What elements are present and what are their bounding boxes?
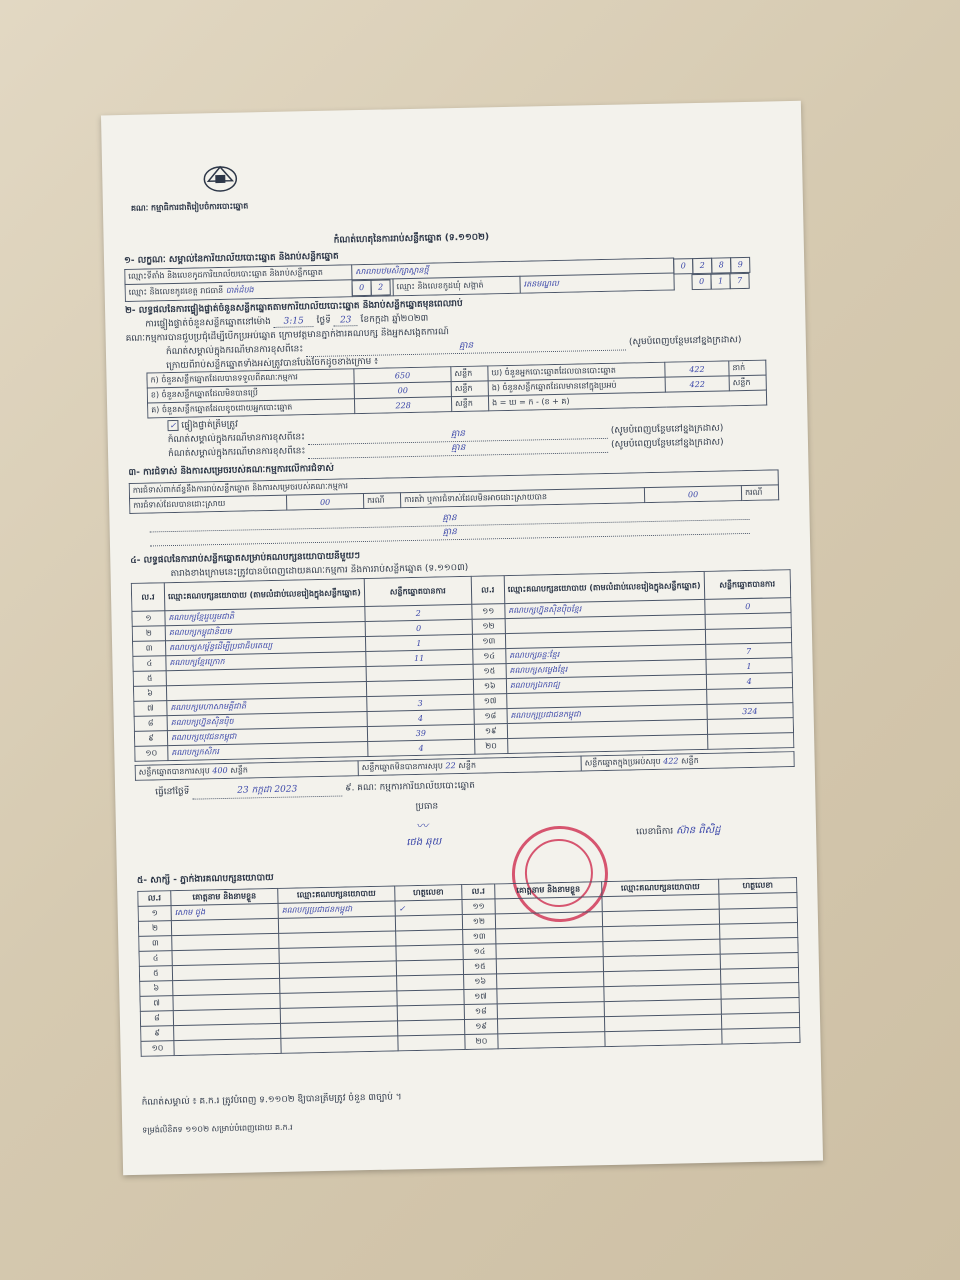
witness-party [281,1036,398,1053]
witness-signature [721,998,799,1015]
row-no: ៥ [139,966,172,982]
location-name: សាលាបឋមសិក្សាស្ពានថ្មី [352,258,674,280]
row-no: ២ [138,921,171,937]
witness-signature [721,983,799,1000]
party-name: គណបក្សហ្វ៊ុនស៊ិនប៉ិចខ្មែរ [505,599,705,618]
witness-signature [720,953,798,970]
committee-label: ៩. គណៈ កម្មការការិយាល័យបោះឆ្នោត [345,780,475,794]
intro-line: ក្រោយពីរាប់សន្លឹកឆ្នោតទាំងអស់ត្រូវបានបែងចែកដូចខាងក្រោម ៖ [166,356,379,372]
a-value: 650 [354,367,451,384]
total-valid-value: 400 [212,765,228,776]
row-no: ១០ [135,746,168,762]
chair-name: ថេង ឆុយ [406,836,442,849]
formula: ង = ឃ = ក - (ខ + គ) [488,390,766,411]
day-label: ថ្ងៃទី [316,315,331,326]
total-box-label: សន្លឹកឆ្នោតក្នុងប្រអប់សរុប [584,756,661,768]
party-votes: 39 [367,724,474,741]
row-no: ៧ [140,996,173,1012]
witness-table [137,877,800,1057]
date-value: 23 កក្កដា 2023 [192,783,342,800]
unit: សន្លឹក [729,375,766,391]
row-no: ១៩ [474,724,507,740]
commune-name: រតនមណ្ឌល [520,273,674,293]
col-votes: សន្លឹកឆ្នោតបានការ [364,576,472,606]
row-no: ១៥ [463,959,496,975]
a-label: ក) ចំនួនសន្លឹកឆ្នោតដែលបានទទួលពីគណៈកម្មការ [147,369,354,388]
party-name: គណបក្សឆន្ទៈខ្មែរ [506,644,706,663]
row-no: ១៤ [463,944,496,960]
objection-row1: ការជំទាស់ពាក់ព័ន្ធនឹងការរាប់សន្លឹកឆ្នោត និងការសម្រេចរបស់គណៈកម្មការ [129,470,778,499]
witness-signature [397,1005,464,1021]
time-label: ការផ្ទៀងផ្ទាត់ចំនួនសន្លឹកឆ្នោតនៅម៉ោង [145,316,271,330]
objection-unresolved-label: ការតវ៉ា ឬការជំទាស់ដែលមិនអាចដោះស្រាយបាន [400,488,644,508]
row-no: ៥ [133,671,166,687]
row-no: ១៥ [473,664,506,680]
party-votes: 1 [365,634,472,651]
votes-table [131,569,795,762]
col-party: ឈ្មោះគណបក្សនយោបាយ (តាមលំដាប់លេខរៀងក្នុងសន្លឹកឆ្នោត) [504,571,704,603]
e-value: 422 [665,376,729,392]
row-no: ៣ [139,936,172,952]
total-invalid-label: សន្លឹកឆ្នោតមិនបានការសរុប [361,761,444,773]
row-no: ៩ [141,1026,174,1042]
row-no: ៣ [132,641,165,657]
col-sign: ហត្ថលេខា [719,878,797,895]
note-value: គ្មាន [306,337,626,358]
section5-title: ៥- សាក្សី - ភ្នាក់ងារគណបក្សនយោបាយ [136,872,274,886]
b-label: ខ) ចំនួនសន្លឹកឆ្នោតដែលមិនបានប្រើ [147,384,354,403]
section2-title: ២- លទ្ធផលនៃការផ្ទៀងផ្ទាត់ចំនួនសន្លឹកឆ្នោតតាមការិយាល័យបោះឆ្នោត និងរាប់សន្លឹកឆ្នោតមុនពេលរាប់ [124,298,463,316]
row-no: ១៧ [464,989,497,1005]
row-no: ១ [132,611,165,627]
witness-party [605,1029,722,1046]
location-label: ឈ្មោះទីតាំង និងលេខកូដការិយាល័យបោះឆ្នោត និងរាប់សន្លឹកឆ្នោត [125,265,352,285]
party-name: គណបក្សប្រជាជនកម្ពុជា [507,704,707,723]
party-votes: 0 [365,619,472,636]
org-header: គណៈ កម្មាធិការជាតិរៀបចំការបោះឆ្នោត [130,201,249,213]
time-value: 3:15 [274,316,314,328]
row-no: ១៦ [464,974,497,990]
section4-title: ៤- លទ្ធផលនៃការរាប់សន្លឹកឆ្នោតសម្រាប់គណបក្សនយោបាយនីមួយៗ [130,551,361,566]
form-title: កំណត់ហេតុនៃការរាប់សន្លឹកឆ្នោត (ទ.១១០២) [333,232,490,246]
station-code-digit: 8 [711,257,731,273]
unit: សន្លឹក [451,396,488,412]
party-name: គណបក្សសម្លេងខ្មែរ [506,659,706,678]
row-no: ៨ [140,1011,173,1027]
party-name: គណបក្សមហាសាមគ្គីជាតិ [167,697,367,716]
col-votes: សន្លឹកឆ្នោតបានការ [704,570,791,600]
party-votes: 0 [704,598,791,615]
witness-signature [396,930,463,946]
unit: សន្លឹក [458,760,477,771]
row-no: ២០ [465,1034,498,1050]
party-name: គណបក្សកសិករ [168,742,368,761]
party-name: គណបក្សយុវជនកម្ពុជា [167,727,367,746]
province-name: បាត់ដំបង [225,285,254,295]
row-no: ៧ [134,701,167,717]
verify-label: ផ្ទៀងផ្ទាត់ត្រឹមត្រូវ [181,419,239,431]
note-suggest: (សូមបំពេញបន្ថែមនៅខ្នងក្រដាស) [610,423,724,436]
party-votes: 7 [705,643,792,660]
b-value: 00 [354,382,451,399]
witness-signature [721,1013,799,1030]
row-no: ១៤ [473,649,506,665]
row-no: ៦ [140,981,173,997]
witness-signature [397,975,464,991]
party-votes: 4 [367,739,474,756]
witness-name [174,1038,281,1055]
col-no: ល.រ [462,884,495,900]
row-no: ១០ [141,1041,174,1057]
row-no: ១៨ [474,709,507,725]
col-name: គោត្តនាម និងនាមខ្លួន [171,888,278,905]
note-suggest: (សូមបំពេញបន្ថែមនៅខ្នងក្រដាស) [610,437,724,450]
unit-person: នាក់ [729,360,766,376]
note3-value: គ្មាន [308,439,608,459]
unit: សន្លឹក [451,366,488,382]
witness-signature [395,915,462,931]
col-no: ល.រ [131,583,165,612]
party-votes: 324 [707,703,794,720]
line2: គណៈកម្មការបានជួបប្រជុំដើម្បីបើកប្រអប់ឆ្នោត ក្រោមវត្តមានភ្នាក់ងារគណបក្ស និងអ្នកសង្កេតការណ៍ [125,327,450,344]
section3-note-value: គ្មាន [149,506,749,533]
nec-logo-icon [202,161,239,194]
row-no: ២ [132,626,165,642]
commune-code-digit: 7 [729,272,749,288]
row-no: ១១ [472,604,505,620]
row-no: ១១ [462,899,495,915]
witness-signature [719,893,797,910]
secretary-label: លេខាធិការ [636,826,674,838]
date-label: ធ្វើនៅថ្ងៃទី [155,786,190,798]
station-code-digit: 9 [730,256,750,272]
province-code-digit: 0 [351,280,371,296]
chair-label: ប្រធាន [415,801,439,813]
row-no: ១៣ [463,929,496,945]
row-no: ២០ [474,739,507,755]
witness-signature [397,990,464,1006]
province-code-digit: 2 [370,279,390,295]
section4-intro: តារាងខាងក្រោមនេះត្រូវបានបំពេញដោយគណៈកម្មការ និងការរាប់សន្លឹកឆ្នោត (ទ.១១០៣) [170,562,469,580]
unit: សន្លឹក [680,756,699,766]
day-value: 23 [334,315,358,327]
unit-case: ករណី [741,485,778,501]
footer-note: កំណត់សម្គាល់ ៖ គ.ក.រ ត្រូវបំពេញ ទ.១១០២ ឱ្យបានត្រឹមត្រូវ ចំនួន ៣ច្បាប់ ។ [141,1092,402,1108]
witness-signature [396,945,463,961]
witness-signature: ✓ [395,900,462,916]
party-votes: 1 [706,658,793,675]
section3-note-value: គ្មាន [150,520,750,547]
e-label: ង) ចំនួនសន្លឹកឆ្នោតដែលមាននៅក្នុងប្រអប់ [488,377,665,396]
chair-signature: 〰 [415,818,429,834]
station-code-digit: 0 [673,258,693,274]
col-party: ឈ្មោះគណបក្សនយោបាយ [602,879,719,896]
c-label: គ) ចំនួនសន្លឹកឆ្នោតដែលខូចដោយអ្នកបោះឆ្នោត [148,399,355,418]
verify-checkbox[interactable]: ✓ [167,420,178,431]
witness-party: គណបក្សប្រជាជនកម្ពុជា [278,901,395,918]
votes-table-wrap [131,569,795,762]
station-code-digit: 2 [692,257,712,273]
note-suggest: (សូមបំពេញបន្ថែមនៅខ្នងក្រដាស) [628,335,742,348]
note-label: កំណត់សម្គាល់ក្នុងករណីមានការខុសពីនេះ [167,446,306,460]
party-votes: 4 [367,709,474,726]
section1-title: ១- លក្ខណៈ សម្គាល់នៃការិយាល័យបោះឆ្នោត និងរាប់សន្លឹកឆ្នោត [123,251,339,266]
party-votes: 2 [365,604,472,621]
row-no: ៦ [133,686,166,702]
note2-value: គ្មាន [308,425,608,445]
party-votes [707,733,794,750]
party-votes: 11 [366,649,473,666]
total-box-value: 422 [663,756,679,766]
witness-signature [720,938,798,955]
party-name: គណបក្សឯករាជ្យ [506,674,706,693]
witness-signature [396,960,463,976]
row-no: ៨ [134,716,167,732]
row-no: ៩ [134,731,167,747]
footer-code: ទម្រង់លិខិតទ ១១០២ សម្រាប់បំពេញដោយ គ.ក.រ [142,1122,293,1135]
party-name: គណបក្សកម្ពុជានិយម [165,622,365,641]
witness-signature [719,908,797,925]
party-votes: 4 [706,673,793,690]
objection-unresolved-value: 00 [644,486,741,503]
unit-case: ករណី [363,493,400,509]
witness-signature [398,1035,465,1051]
total-invalid-value: 22 [445,761,456,771]
unit: សន្លឹក [451,381,488,397]
secretary-name: ស៊ាន ពិសិដ្ឋ [675,824,721,837]
section3-title: ៣- ការជំទាស់ និងការសម្រេចរបស់គណៈកម្មការលើការជំទាស់ [128,463,335,478]
month-year: ខែកក្កដា ឆ្នាំ២០២៣ [360,313,429,326]
col-no: ល.រ [471,576,505,605]
witness-signature [720,968,798,985]
row-no: ៤ [133,656,166,672]
objection-resolved-value: 00 [286,494,363,511]
row-no: ១៩ [464,1019,497,1035]
col-party: ឈ្មោះគណបក្សនយោបាយ [278,886,395,903]
party-votes: 3 [367,694,474,711]
row-no: ១២ [462,914,495,930]
witness-name [498,1032,605,1049]
secretary-block [636,823,721,840]
d-value: 422 [665,361,729,377]
party-name: គណបក្សហ្វ៊ុនស៊ិនប៉ិច [167,712,367,731]
party-name: គណបក្សខ្មែររួបរួមជាតិ [165,607,365,626]
row-no: ១៦ [473,679,506,695]
witness-table-wrap [137,877,800,1057]
province-label: ឈ្មោះ និងលេខកូដខេត្ត រាជធានី [128,285,224,297]
col-name: គោត្តនាម និងនាមខ្លួន [495,882,602,899]
c-value: 228 [354,397,451,414]
col-party: ឈ្មោះគណបក្សនយោបាយ (តាមលំដាប់លេខរៀងក្នុងសន្លឹកឆ្នោត) [164,579,364,611]
col-no: ល.រ [138,891,171,907]
witness-signature [398,1020,465,1036]
commune-code-digit: 0 [691,273,711,289]
row-no: ១ [138,906,171,922]
witness-signature [722,1028,800,1045]
commune-label: ឈ្មោះ និងលេខកូដឃុំ សង្កាត់ [393,276,520,296]
d-label: ឃ) ចំនួនអ្នកបោះឆ្នោតដែលបានបោះឆ្នោត [488,362,665,381]
row-no: ១៨ [464,1004,497,1020]
objection-resolved-label: ការជំទាស់ដែលបានដោះស្រាយ [130,495,287,513]
note-label: កំណត់សម្គាល់ក្នុងករណីមានការខុសពីនេះ [165,344,304,358]
witness-name: សោម ជូង [171,903,278,920]
commune-code-digit: 1 [710,273,730,289]
party-name: គណបក្សសម្ព័ន្ធដើម្បីប្រជាធិបតេយ្យ [165,637,365,656]
row-no: ១៧ [473,694,506,710]
party-name: គណបក្សខ្មែរក្រោក [166,652,366,671]
election-form-paper [101,101,823,1175]
row-no: ១៣ [472,634,505,650]
total-valid-label: សន្លឹកឆ្នោតបានការសរុប [138,766,210,777]
col-sign: ហត្ថលេខា [395,885,462,901]
note-label: កំណត់សម្គាល់ក្នុងករណីមានការខុសពីនេះ [167,432,306,446]
party-name [507,734,707,753]
row-no: ១២ [472,619,505,635]
witness-signature [720,923,798,940]
unit: សន្លឹក [230,765,249,775]
row-no: ៤ [139,951,172,967]
